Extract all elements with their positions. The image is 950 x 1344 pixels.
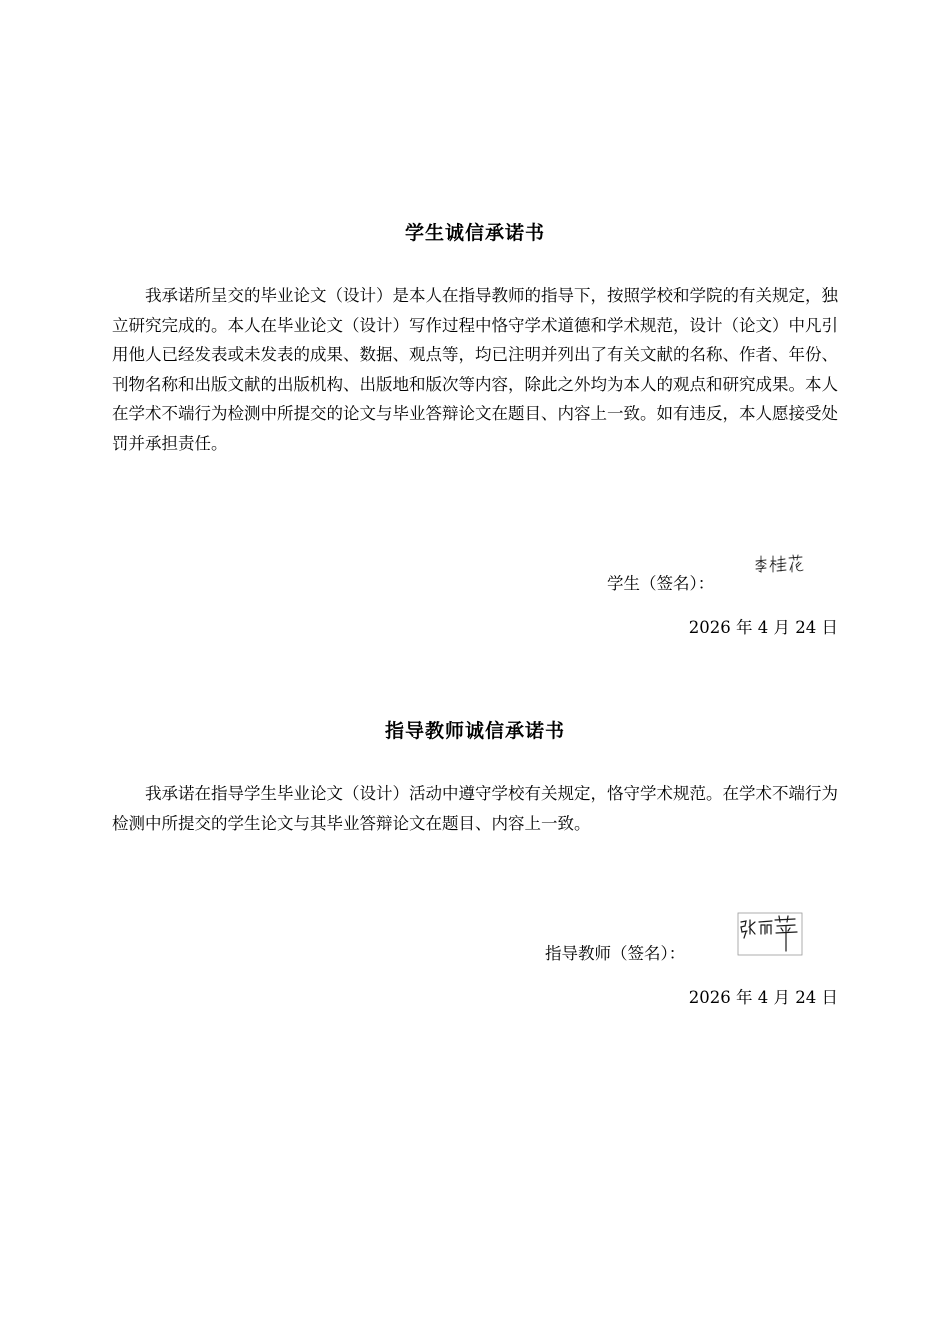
teacher-pledge-title: 指导教师诚信承诺书 xyxy=(384,720,565,742)
student-signature-label: 学生（签名）： xyxy=(607,574,715,593)
student-sign-date: 2026 年 4 月 24 日 xyxy=(688,618,838,637)
student-handwritten-signature xyxy=(752,553,808,575)
teacher-signature-label: 指导教师（签名）： xyxy=(545,944,686,963)
teacher-handwritten-signature xyxy=(737,912,803,956)
student-pledge-paragraph: 我承诺所呈交的毕业论文（设计）是本人在指导教师的指导下，按照学校和学院的有关规定，独立研究完成的。本人在毕业论文（设计）写作过程中恪守学术道德和学术规范，设计（论文）中凡引用他人已经发表或未发表的成果、数据、观点等，均已注明并列出了有关文献的名称、作者、年份、刊物名称和出版文献的出版机构、出版地和版次等内容，除此之外均为本人的观点和研究成果。本人在学术不端行为检测中所提交的论文与毕业答辩论文在题目、内容上一致。如有违反，本人愿接受处罚并承担责任。 xyxy=(112,286,838,453)
teacher-pledge-paragraph: 我承诺在指导学生毕业论文（设计）活动中遵守学校有关规定，恪守学术规范。在学术不端行为检测中所提交的学生论文与其毕业答辩论文在题目、内容上一致。 xyxy=(112,784,838,833)
student-pledge-title: 学生诚信承诺书 xyxy=(404,222,545,244)
teacher-sign-date: 2026 年 4 月 24 日 xyxy=(688,988,838,1007)
